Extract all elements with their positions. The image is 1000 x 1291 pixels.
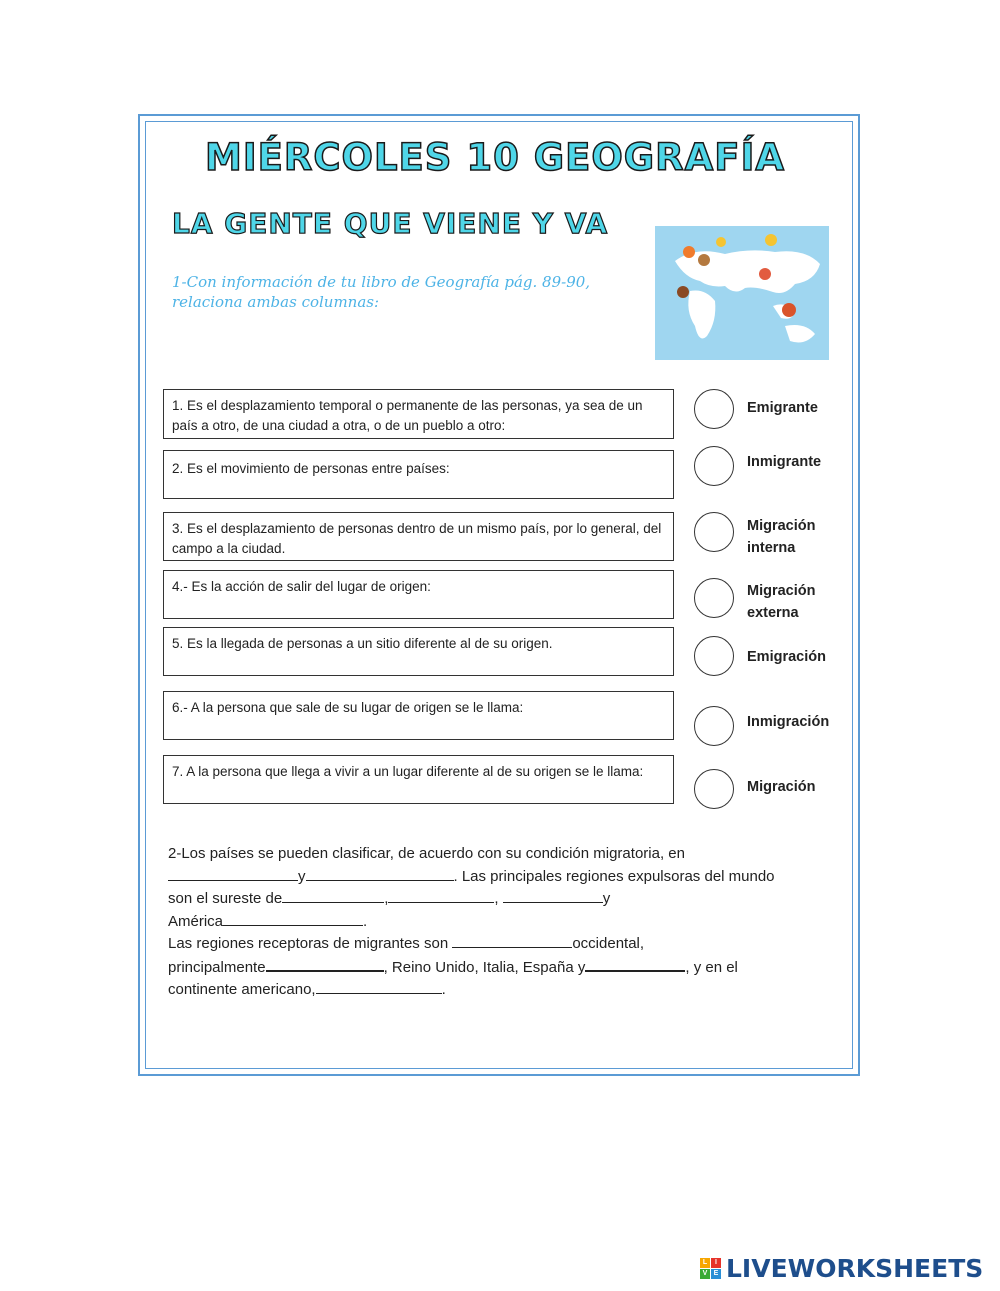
blank-input[interactable] [585, 956, 685, 972]
answer-label: Emigración [747, 649, 826, 665]
para-text: . [441, 981, 446, 998]
para-text: y [602, 890, 611, 907]
answer-term-emigrante [747, 397, 818, 419]
answer-label: Emigrante [747, 400, 818, 416]
match-circle-5[interactable] [694, 636, 734, 676]
para-text: y [298, 867, 306, 885]
answer-label-line2: interna [747, 540, 796, 556]
blank-input[interactable] [223, 911, 363, 926]
logo-text: LIVEWORKSHEETS [726, 1253, 984, 1283]
question-box-2[interactable] [163, 450, 674, 499]
answer-label: Migración [747, 779, 816, 795]
answer-label: Migración [747, 518, 816, 534]
question-box-3[interactable] [163, 512, 674, 561]
question-text: 1. Es el desplazamiento temporal o permanente de las personas, ya sea de un país a otro, de una ciudad a otra, o de un pueblo a otro: [172, 398, 643, 433]
page-subtitle: LA GENTE QUE VIENE Y VA [172, 207, 609, 240]
match-circle-6[interactable] [694, 706, 734, 746]
world-map-image [655, 226, 829, 360]
answer-term-migracion-externa [747, 580, 815, 624]
logo-mark-letter: V [700, 1269, 710, 1279]
para-text: . [363, 912, 368, 930]
para-text: , [384, 890, 389, 907]
question-text: 7. A la persona que llega a vivir a un lugar diferente al de su origen se le llama: [172, 764, 644, 779]
blank-input[interactable] [306, 866, 454, 881]
blank-input[interactable] [266, 956, 384, 972]
para-text: Las regiones receptoras de migrantes son [168, 935, 449, 952]
question-box-7[interactable] [163, 755, 674, 804]
question-text: 3. Es el desplazamiento de personas dentro de un mismo país, por lo general, del campo a la ciudad. [172, 521, 662, 556]
para-text: . Las principales regiones expulsoras del mundo [453, 867, 775, 885]
para-text: occidental, [572, 935, 645, 952]
para-text: son el sureste de [168, 890, 283, 907]
answer-label: Inmigración [747, 714, 830, 730]
match-circle-7[interactable] [694, 769, 734, 809]
para-text: América [168, 912, 224, 930]
para-text: , Reino Unido, Italia, España y [383, 958, 586, 976]
answer-label-line2: externa [747, 605, 799, 621]
fill-in-paragraph [168, 843, 818, 1002]
match-circle-4[interactable] [694, 578, 734, 618]
para-text: principalmente [168, 958, 266, 976]
page-title: MIÉRCOLES 10 GEOGRAFÍA [205, 136, 785, 179]
blank-input[interactable] [282, 888, 384, 903]
match-circle-2[interactable] [694, 446, 734, 486]
liveworksheets-logo [700, 1252, 983, 1284]
blank-input[interactable] [168, 866, 298, 881]
blank-input[interactable] [388, 888, 494, 903]
world-map-illustration [655, 226, 829, 360]
question-text: 5. Es la llegada de personas a un sitio diferente al de su origen. [172, 636, 553, 651]
match-circle-1[interactable] [694, 389, 734, 429]
answer-term-inmigrante [747, 451, 821, 473]
question-text: 2. Es el movimiento de personas entre países: [172, 461, 450, 476]
para-text: 2-Los países se pueden clasificar, de acuerdo con su condición migratoria, en [168, 845, 685, 862]
logo-mark-icon [700, 1258, 721, 1279]
question-box-5[interactable] [163, 627, 674, 676]
logo-mark-letter: L [700, 1258, 710, 1268]
logo-mark-letter: E [711, 1269, 721, 1279]
para-text: , y en el [685, 958, 738, 976]
question-text: 6.- A la persona que sale de su lugar de origen se le llama: [172, 700, 524, 715]
answer-term-migracion-interna [747, 515, 815, 559]
question-box-4[interactable] [163, 570, 674, 619]
para-text: , [494, 890, 499, 907]
answer-term-inmigracion [747, 711, 829, 733]
blank-input[interactable] [316, 979, 442, 994]
answer-term-migracion [747, 776, 815, 798]
para-text: continente americano, [168, 981, 316, 998]
instruction-text: 1-Con información de tu libro de Geografía pág. 89-90, relaciona ambas columnas: [172, 273, 591, 311]
question-text: 4.- Es la acción de salir del lugar de origen: [172, 579, 431, 594]
answer-label: Migración [747, 583, 816, 599]
match-circle-3[interactable] [694, 512, 734, 552]
blank-input[interactable] [452, 933, 572, 948]
answer-label: Inmigrante [747, 454, 822, 470]
question-box-1[interactable] [163, 389, 674, 439]
logo-mark-letter: I [711, 1258, 721, 1268]
question-box-6[interactable] [163, 691, 674, 740]
answer-term-emigracion [747, 646, 826, 668]
blank-input[interactable] [503, 888, 603, 903]
